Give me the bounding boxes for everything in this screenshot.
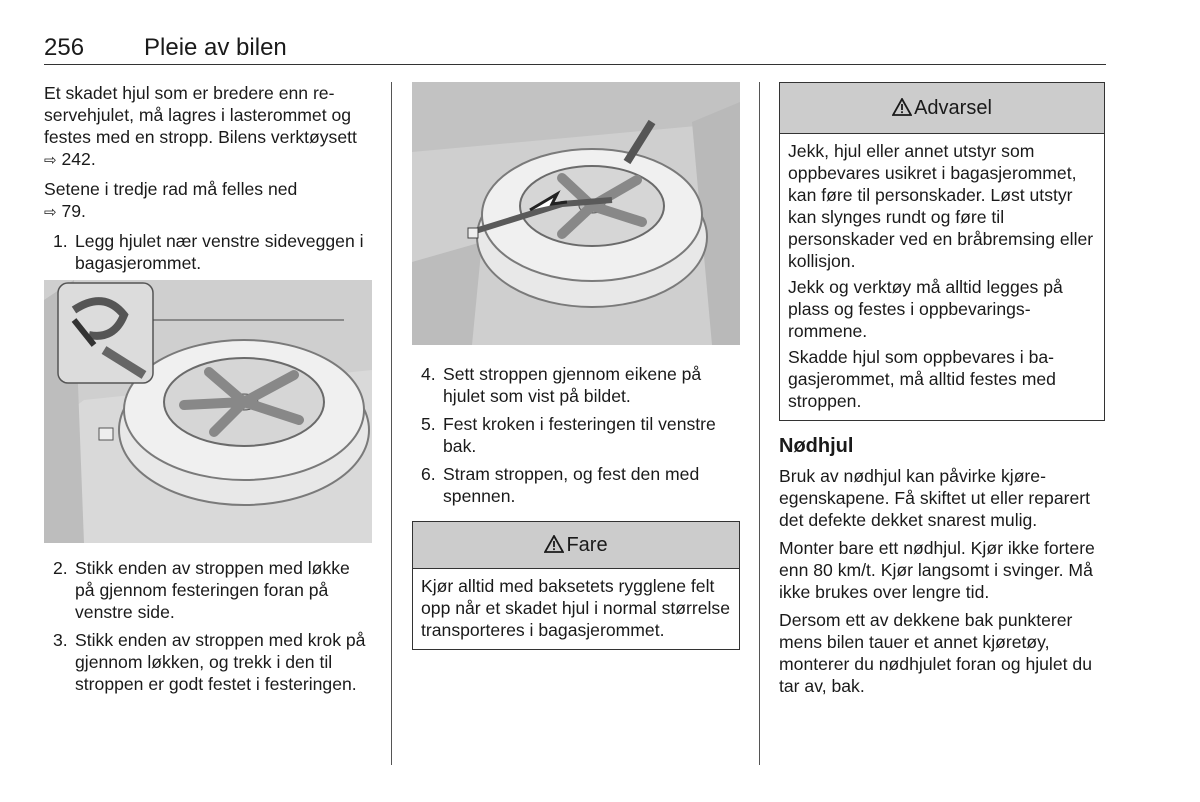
reference-arrow-icon: ⇨ bbox=[44, 204, 57, 221]
page-header bbox=[44, 34, 1106, 65]
warning-box bbox=[779, 82, 1105, 421]
step-4: 4. Sett stroppen gjennom eikene på hjulet som vist på bildet. bbox=[421, 364, 702, 406]
danger-header bbox=[413, 522, 739, 569]
figure-strap-through-spokes bbox=[412, 82, 740, 345]
step-5: 5. Fest kroken i festeringen til venstre bak. bbox=[421, 414, 716, 456]
warning-triangle-icon bbox=[544, 535, 564, 553]
reference-arrow-icon: ⇨ bbox=[44, 152, 57, 169]
danger-body bbox=[413, 569, 739, 649]
figure-wheel-placement bbox=[44, 280, 372, 543]
warning-body bbox=[780, 134, 1104, 420]
column-divider bbox=[391, 82, 392, 765]
danger-title: Fare bbox=[566, 534, 608, 556]
column-right bbox=[779, 82, 1105, 703]
warning-title: Advarsel bbox=[914, 97, 992, 119]
warning-paragraph-2: Jekk og verktøy må alltid legges på plass og festes i oppbevaringsrommene. bbox=[788, 277, 1063, 341]
danger-box bbox=[412, 521, 740, 650]
step-1: 1. Legg hjulet nær venstre sideveggen i bagasjerommet. bbox=[53, 231, 364, 273]
step-6: 6. Stram stroppen, og fest den med spennen. bbox=[421, 464, 700, 506]
page-reference[interactable]: 242. bbox=[61, 149, 96, 169]
column-left bbox=[44, 82, 372, 701]
step-2: 2. Stikk enden av stroppen med løkke på gjennom festeringen foran på venstre side. bbox=[53, 558, 350, 622]
column-middle bbox=[412, 82, 740, 650]
danger-text: Kjør alltid med baksetets rygglene felt opp når et skadet hjul i normal størrelse transporteres i bagasjerommet. bbox=[421, 576, 731, 640]
warning-header bbox=[780, 83, 1104, 134]
spare-wheel-paragraph-3: Dersom ett av dekkene bak punkterer mens bilen tauer et annet kjøretøy, monterer du nødhjulet foran og hjulet du tar av, bak. bbox=[779, 610, 1092, 696]
spare-wheel-heading: Nødhjul bbox=[779, 435, 854, 457]
warning-paragraph-1: Jekk, hjul eller annet utstyr som oppbevares usikret i bagasjerommet, kan føre til personskader. Løst utstyr kan slynges rundt og føre til personskader ved en bråbremsing eller kollisjon. bbox=[788, 141, 1094, 271]
column-divider bbox=[759, 82, 760, 765]
page-reference[interactable]: 79. bbox=[61, 201, 86, 221]
spare-wheel-paragraph-2: Monter bare ett nødhjul. Kjør ikke fortere enn 80 km/t. Kjør langsomt i svinger. Må ikke brukes over lengre tid. bbox=[779, 538, 1095, 602]
step-3: 3. Stikk enden av stroppen med krok på gjennom løkken, og trekk i den til stroppen er godt festet i festeringen. bbox=[53, 630, 366, 694]
seats-paragraph: Setene i tredje rad må felles ned ⇨ 79. bbox=[44, 179, 298, 221]
page-number: 256 bbox=[44, 34, 85, 61]
warning-paragraph-3: Skadde hjul som oppbevares i bagasjerommet, må alltid festes med stroppen. bbox=[788, 347, 1056, 411]
spare-wheel-paragraph-1: Bruk av nødhjul kan påvirke kjøreegenskapene. Få skiftet ut eller reparert det defekte dekket snarest mulig. bbox=[779, 466, 1090, 530]
section-title: Pleie av bilen bbox=[144, 34, 287, 61]
intro-paragraph: Et skadet hjul som er bredere enn reservehjulet, må lagres i lasterommet og festes med en stropp. Bilens verktøysett ⇨ 242. bbox=[44, 83, 357, 169]
warning-triangle-icon bbox=[892, 98, 912, 116]
